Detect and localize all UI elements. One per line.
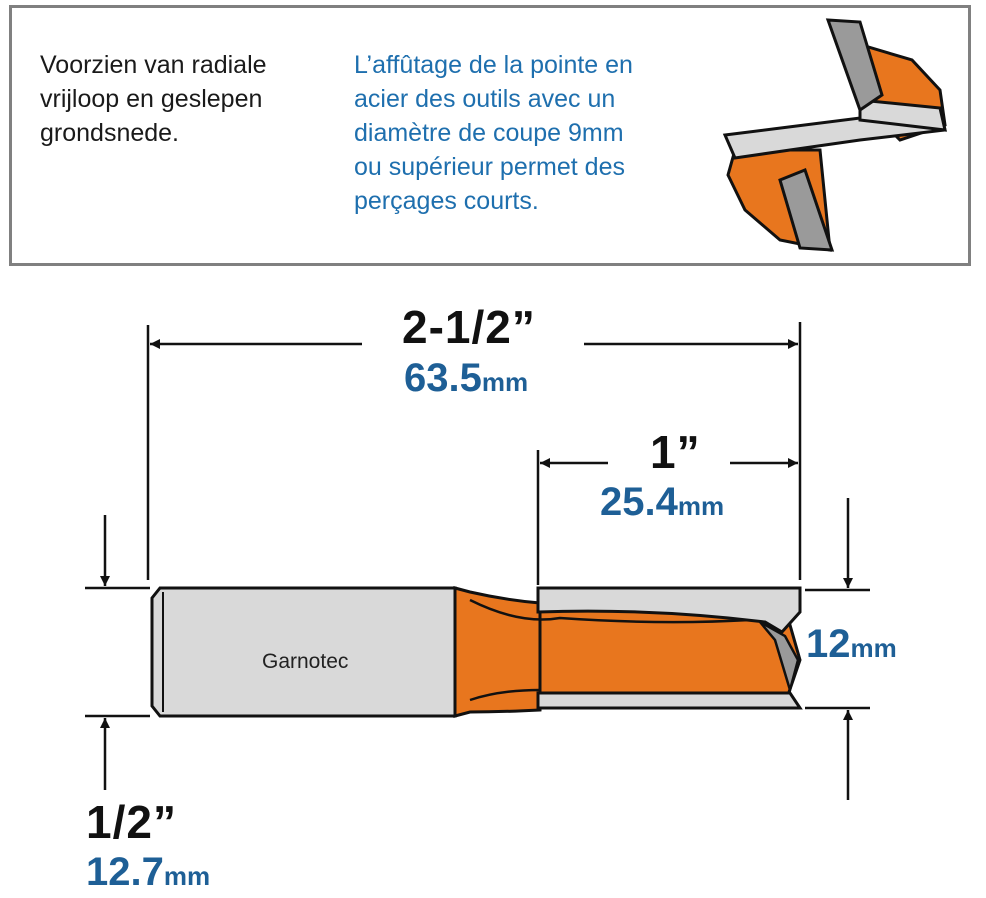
router-bit-cross-section-icon	[725, 20, 945, 250]
brand-label: Garnotec	[262, 650, 349, 673]
note-dutch: Voorzien van radiale vrijloop en geslepen grondsnede.	[40, 51, 267, 147]
overall-length-mm: 63.5mm	[404, 356, 529, 400]
dimension-arrows	[105, 344, 848, 800]
cutting-length-inch: 1”	[650, 426, 701, 478]
overall-length-inch: 2-1/2”	[402, 301, 536, 353]
shank-diameter-inch: 1/2”	[86, 796, 177, 848]
shank-diameter-mm: 12.7mm	[86, 850, 211, 894]
cutting-diameter-mm: 12mm	[806, 622, 897, 666]
cutting-length-mm: 25.4mm	[600, 480, 725, 524]
note-french: L’affûtage de la pointe en acier des outils avec un diamètre de coupe 9mm ou supérieur permet des perçages courts.	[354, 51, 633, 215]
